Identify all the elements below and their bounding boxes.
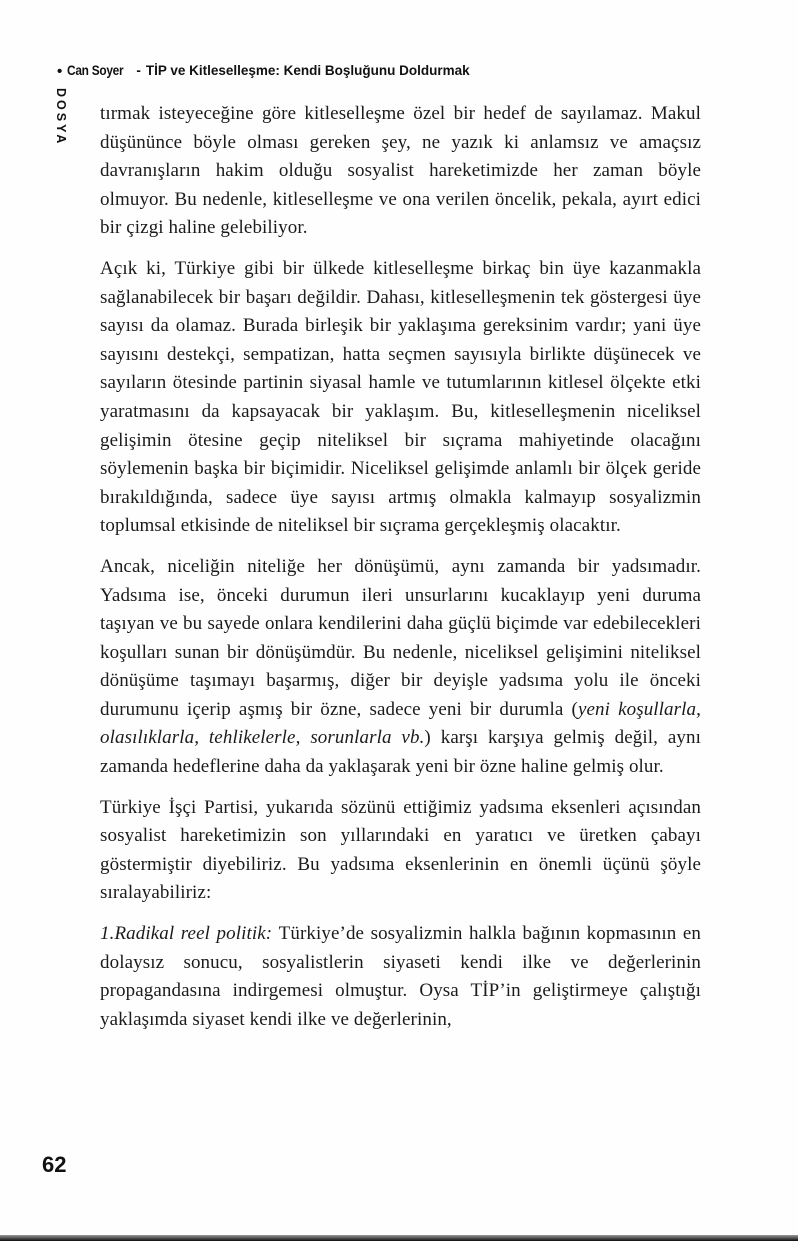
page-number: 62 xyxy=(42,1152,67,1177)
paragraph-run: Açık ki, Türkiye gibi bir ülkede kitleselleşme birkaç bin üye kazanmakla sağlanabilecek bir başarı değildir. Dahası, kitleselleşmenin tek göstergesi üye sayısı da olamaz. Burada birleşik bir yaklaşıma gereksinim vardır; yani üye sayısını destekçi, sempatizan, hatta seçmen sayısıyla birlikte düşünecek ve sayıların ötesinde partinin siyasal hamle ve tutumlarının kitlesel ölçekte etki yaratmasını da kapsayacak bir yaklaşım. Bu, kitleselleşmenin niceliksel gelişimin ötesine geçip niteliksel bir sıçrama mahiyetinde olacağını söylemenin başka bir biçimidir. Niceliksel gelişimde anlamlı bir ölçek geride bırakıldığında, sadece üye sayısı artmış olmakla kalmayıp sosyalizmin toplumsal etkisinde de niteliksel bir sıçrama gerçekleşmiş olacaktır. xyxy=(100,257,701,537)
header-article-title: TİP ve Kitleselleşme: Kendi Boşluğunu Doldurmak xyxy=(145,63,470,78)
paragraph xyxy=(100,553,701,782)
paragraph xyxy=(100,794,701,908)
scan-edge-artifact xyxy=(0,1235,798,1241)
page-header xyxy=(57,62,470,79)
header-author: Can Soyer xyxy=(67,63,124,78)
paragraph-run: ) karşı karşıya gelmiş değil, aynı zamanda hedeflerine daha da yaklaşarak yeni bir özne haline gelmiş olur. xyxy=(100,727,701,778)
paragraph-run: Türkiye’de sosyalizmin halkla bağının kopmasının en dolaysız sonucu, sosyalistlerin siyaseti kendi ilke ve değerlerinin propagandasına indirgemesi olmuştur. Oysa TİP’in geliştirmeye çalıştığı yaklaşımda siyaset kendi ilke ve değerlerinin, xyxy=(100,923,701,1030)
paragraph xyxy=(100,920,701,1034)
header-separator: - xyxy=(136,63,141,78)
section-label-dosya: DOSYA xyxy=(54,88,68,147)
paragraph-run: Türkiye İşçi Partisi, yukarıda sözünü ettiğimiz yadsıma eksenleri açısından sosyalist hareketimizin son yıllarındaki en yaratıcı ve üretken çabayı göstermiştir diyebiliriz. Bu yadsıma eksenlerinin en önemli üçünü şöyle sıralayabiliriz: xyxy=(100,796,701,904)
paragraph-run-italic: yeni koşullarla, olasılıklarla, tehlikelerle, sorunlarla vb. xyxy=(100,698,701,749)
paragraph xyxy=(100,255,701,541)
body-text xyxy=(100,100,701,1034)
paragraph xyxy=(100,100,701,243)
paragraph-run-italic: 1.Radikal reel politik: xyxy=(100,923,279,945)
paragraph-run: tırmak isteyeceğine göre kitleselleşme özel bir hedef de sayılamaz. Makul düşününce böyle olması gereken şey, ne yazık ki anlamsız ve amaçsız davranışların hakim olduğu sosyalist hareketimizde her zaman böyle olmuyor. Bu nedenle, kitleselleşme ve ona verilen öncelik, pekala, ayırt edici bir çizgi haline gelebiliyor. xyxy=(100,103,701,239)
header-bullet-icon: • xyxy=(57,63,63,80)
paragraph-run: Ancak, niceliğin niteliğe her dönüşümü, aynı zamanda bir yadsımadır. Yadsıma ise, önceki durumun ileri unsurlarını kucaklayıp yeni duruma taşıyan ve bu sayede onlara kendilerini daha güçlü biçimde var edebilecekleri koşulları sunan bir dönüşümdür. Bu nedenle, niceliksel gelişimini niteliksel dönüşüme taşımayı başarmış, diğer bir deyişle yadsıma yolu ile önceki durumunu içerip aşmış bir özne, sadece yeni bir durumla ( xyxy=(100,555,701,720)
